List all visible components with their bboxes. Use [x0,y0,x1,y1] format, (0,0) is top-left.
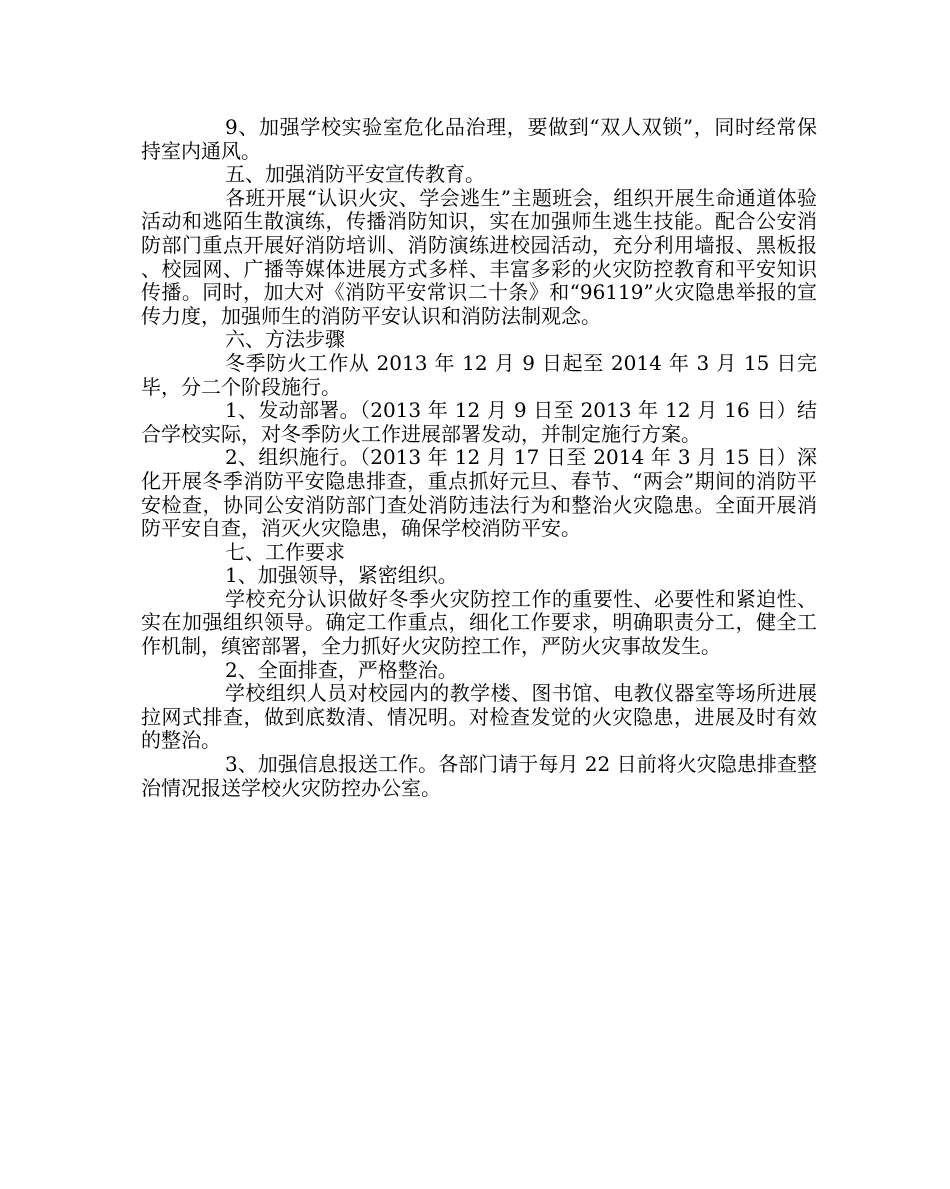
subheading-inspection: 2、全面排查，严格整治。 [225,657,458,682]
paragraph-phase-one: 1、发动部署。（2013 年 12 月 9 日至 2013 年 12 月 16 日）结合学校实际，对冬季防火工作进展部署发动，并制定施行方案。 [141,398,817,446]
paragraph-reporting: 3、加强信息报送工作。各部门请于每月 22 日前将火灾隐患排查整治情况报送学校火灾防控办公室。 [141,752,817,800]
paragraph-inspection: 学校组织人员对校园内的教学楼、图书馆、电教仪器室等场所进展拉网式排查，做到底数清、情况明。对检查发觉的火灾隐患，进展及时有效的整治。 [141,681,817,753]
heading-fire-safety-education: 五、加强消防平安宣传教育。 [225,162,485,187]
paragraph-winter-schedule: 冬季防火工作从 2013 年 12 月 9 日起至 2014 年 3 月 15 日完毕，分二个阶段施行。 [141,350,817,399]
heading-work-requirements: 七、工作要求 [225,539,345,564]
paragraph-leadership: 学校充分认识做好冬季火灾防控工作的重要性、必要性和紧迫性、实在加强组织领导。确定工作重点，细化工作要求，明确职责分工，健全工作机制，缜密部署，全力抓好火灾防控工作，严防火灾事故发生。 [141,586,817,659]
document-page [141,116,817,800]
paragraph-class-meetings: 各班开展“认识火灾、学会逃生”主题班会，组织开展生命通道体验活动和逃陌生散演练，传播消防知识，实在加强师生逃生技能。配合公安消防部门重点开展好消防培训、消防演练进校园活动，充分利用墙报、黑板报、校园网、广播等媒体进展方式多样、丰富多彩的火灾防控教育和平安知识传播。同时，加大对《消防平安常识二十条》和“96119”火灾隐患举报的宣传力度，加强师生的消防平安认识和消防法制观念。 [141,185,817,328]
heading-methods-steps: 六、方法步骤 [225,327,345,352]
paragraph-lab-hazardous-chemicals: 9、加强学校实验室危化品治理，要做到“双人双锁”，同时经常保持室内通风。 [141,115,817,163]
subheading-leadership: 1、加强领导，紧密组织。 [225,563,458,588]
paragraph-phase-two: 2、组织施行。（2013 年 12 月 17 日至 2014 年 3 月 15 日）深化开展冬季消防平安隐患排查，重点抓好元旦、春节、“两会”期间的消防平安检查，协同公安消防部门查处消防违法行为和整治火灾隐患。全面开展消防平安自查，消灭火灾隐患，确保学校消防平安。 [141,445,817,541]
